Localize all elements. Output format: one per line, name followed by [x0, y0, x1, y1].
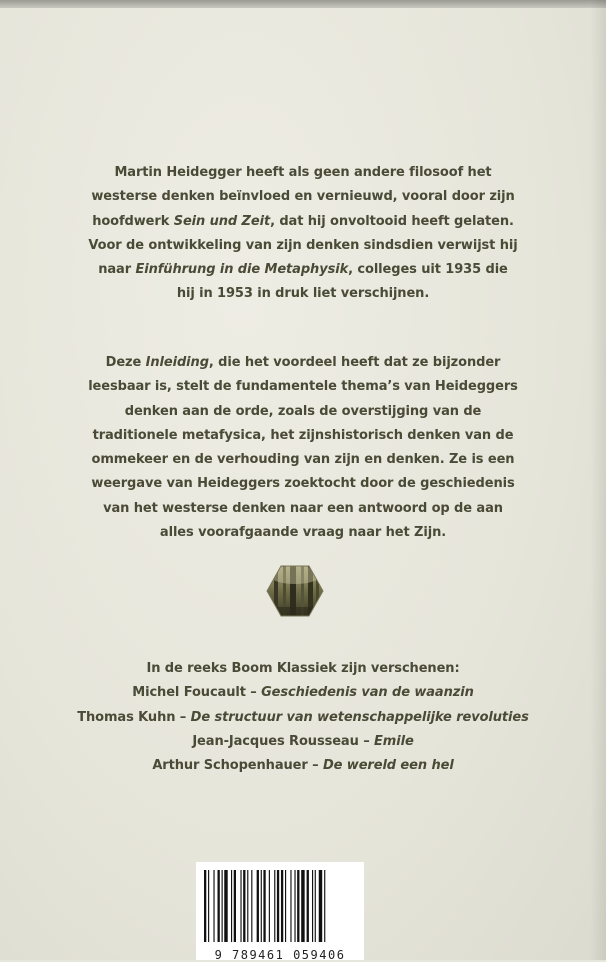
isbn-barcode — [196, 862, 364, 960]
series-book — [0, 730, 606, 754]
book-author: Michel Foucault – — [132, 685, 262, 701]
book-title: De structuur van wetenschappelijke revoluties — [190, 709, 529, 725]
book-title: De wereld een hel — [322, 758, 454, 774]
hexagon-forest-logo-icon — [266, 565, 324, 617]
book-title: Inleiding — [145, 355, 209, 370]
text-line: Deze Inleiding, die het voordeel heeft dat ze bijzonder — [105, 355, 501, 370]
book-title: Geschiedenis van de waanzin — [261, 685, 474, 701]
text-line: ommekeer en de verhouding van zijn en denken. Ze is een — [91, 452, 515, 468]
barcode-bars — [204, 870, 356, 942]
text-line: hij in 1953 in druk liet verschijnen. — [176, 286, 430, 302]
text-line: westerse denken beïnvloed en vernieuwd, vooral door zijn — [91, 189, 515, 205]
text-line: alles voorafgaande vraag naar het Zijn. — [159, 525, 447, 541]
series-book — [0, 706, 606, 730]
book-author: Thomas Kuhn – — [77, 709, 191, 725]
top-edge — [0, 0, 606, 8]
text-line: Martin Heidegger heeft als geen andere filosoof het — [114, 165, 492, 180]
book-author: Jean-Jacques Rousseau – — [192, 733, 375, 749]
text-line: hoofdwerk Sein und Zeit, dat hij onvoltooid heeft gelaten. — [92, 213, 514, 229]
series-intro: In de reeks Boom Klassiek zijn verschenen: — [146, 661, 460, 676]
description-paragraph — [0, 161, 606, 307]
book-title: Sein und Zeit — [173, 213, 271, 229]
isbn-number: 9 789461 059406 — [214, 948, 346, 962]
book-title: Emile — [374, 733, 414, 749]
book-author: Arthur Schopenhauer – — [152, 758, 323, 774]
summary-paragraph — [0, 351, 606, 545]
series-list — [0, 657, 606, 778]
series-book — [0, 754, 606, 778]
text-line: Voor de ontwikkeling van zijn denken sindsdien verwijst hij — [88, 237, 518, 253]
text-line: van het westerse denken naar een antwoord op de aan — [103, 500, 503, 516]
text-line: traditionele metafysica, het zijnshistorisch denken van de — [92, 427, 514, 443]
text-line: weergave van Heideggers zoektocht door de geschiedenis — [91, 476, 515, 492]
series-book — [0, 681, 606, 705]
text-line: leesbaar is, stelt de fundamentele thema’s van Heideggers — [88, 379, 518, 395]
text-line: naar Einführung in die Metaphysik, colleges uit 1935 die — [98, 262, 508, 278]
text-line: denken aan de orde, zoals de overstijging van de — [124, 403, 482, 419]
book-title: Einführung in die Metaphysik — [135, 262, 349, 278]
